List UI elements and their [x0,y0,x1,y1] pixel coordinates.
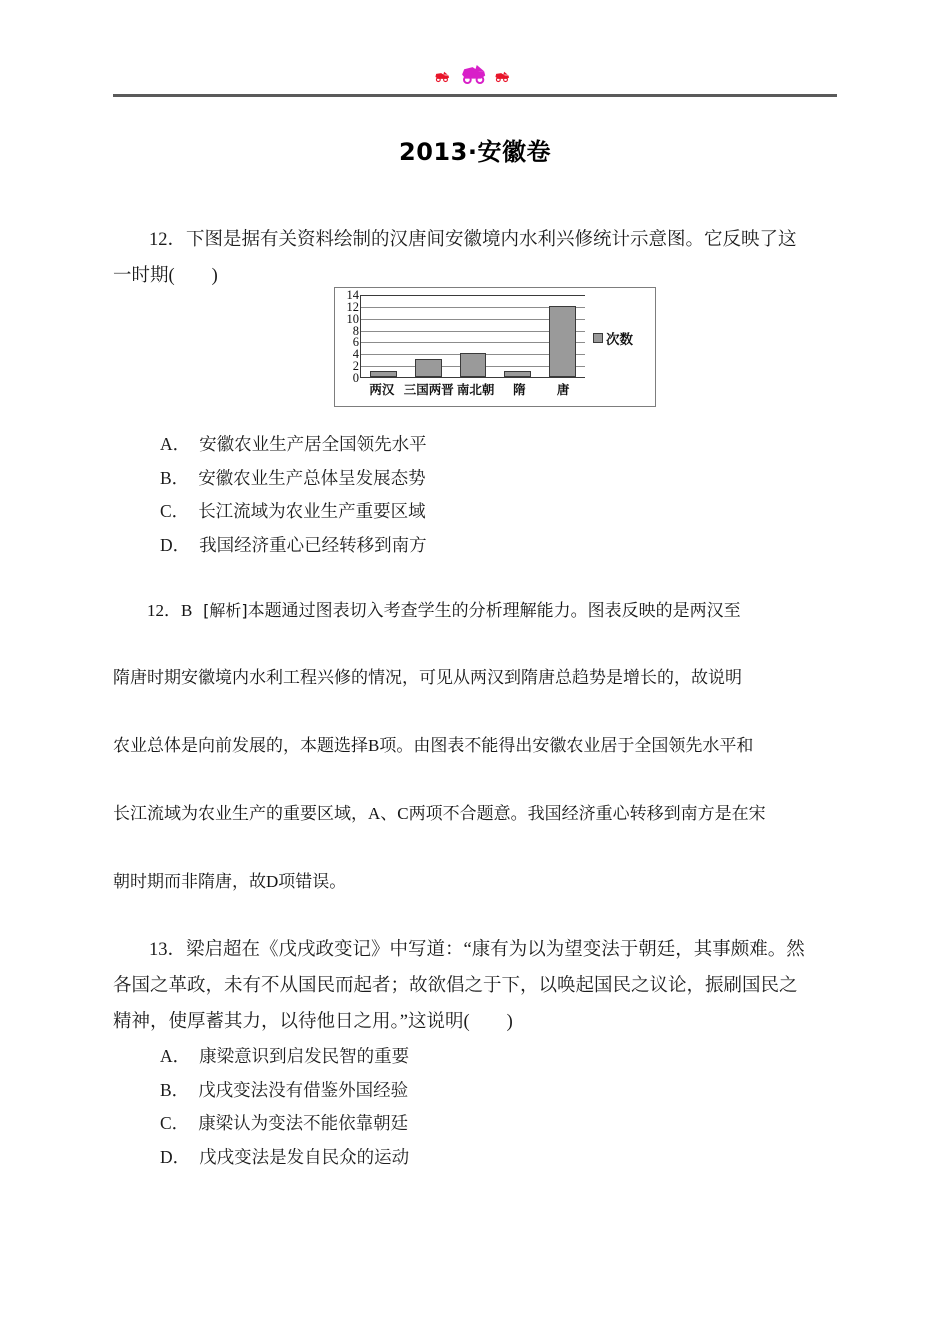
y-axis-tick-label: 4 [352,347,359,362]
question-13-stem-line-3: 精神，使厚蓄其力，以待他日之用。”这说明( ) [113,1012,513,1032]
question-12-explanation [113,577,843,916]
answer-12-line-4b: A、C [368,804,409,823]
y-axis-tick-label: 2 [352,359,359,374]
option-row[interactable] [160,1141,760,1175]
question-12-stem [113,222,837,294]
option-letter: D． [160,1146,191,1167]
chart-legend [593,328,633,348]
option-letter: C． [160,501,190,521]
option-letter: D． [160,534,191,555]
chart-bar [549,306,576,377]
header-divider [113,94,837,97]
chart-bar [504,371,531,377]
y-axis-tick-label: 0 [352,371,359,385]
question-12-options [160,428,760,562]
option-text: 我国经济重心已经转移到南方 [199,534,427,555]
question-13-stem [113,932,837,1040]
chart-bar [415,359,442,377]
y-axis-tick-label: 6 [352,335,359,350]
option-text: 戊戌变法是发自民众的运动 [199,1146,410,1167]
bar-slot [361,295,406,377]
water-conservancy-bar-chart [334,287,656,407]
answer-12-line-3b: B [368,736,380,755]
option-row[interactable] [160,529,760,563]
question-12-stem-line-1: 下图是据有关资料绘制的汉唐间安徽境内水利兴修统计示意图。它反映了这 [186,230,797,250]
option-text: 康梁意识到启发民智的重要 [199,1046,410,1066]
y-axis-tick-label: 14 [346,288,359,302]
page-header [0,0,950,110]
option-letter: B． [160,467,190,488]
option-letter: A． [160,1046,191,1066]
x-axis-tick-label: 唐 [556,382,570,397]
question-12-stem-line-2: 一时期( ) [113,266,218,286]
legend-label: 次数 [606,332,633,348]
bar-slot [406,295,451,377]
answer-12-line-5c: 项错误。 [278,872,347,892]
answer-12-line-5b: D [266,872,279,891]
chart-bars [361,295,585,377]
answer-12-line-3a: 农业总体是向前发展的，本题选择 [113,736,368,756]
question-13-options [160,1040,760,1174]
x-axis-tick-label: 两汉 [369,382,395,397]
option-row[interactable] [160,428,760,462]
option-text: 康梁认为变法不能依靠朝廷 [198,1113,409,1133]
x-axis-tick-label: 南北朝 [456,382,495,397]
option-letter: A． [160,434,191,454]
option-row[interactable] [160,1040,760,1074]
y-axis-tick-label: 10 [346,311,359,326]
answer-12-tag: [解析] [203,601,248,620]
chart-bar [460,353,487,377]
answer-12-line-4c: 两项不合题意。我国经济重心转移到南方是在宋 [408,804,766,824]
bar-slot [540,295,585,377]
y-axis-tick-label: 12 [346,299,359,314]
answer-12-line-5a: 朝时期而非隋唐，故 [113,872,266,892]
question-12-number: 12． [149,230,187,250]
x-axis-tick-label: 三国两晋 [403,382,454,397]
option-row[interactable] [160,1074,760,1108]
page-title: 2013·安徽卷 [399,138,551,166]
answer-12-line-4a: 长江流域为农业生产的重要区域， [113,804,368,824]
header-decoration [0,62,950,96]
option-row[interactable] [160,462,760,496]
bar-slot [451,295,496,377]
answer-12-line-3c: 项。由图表不能得出安徽农业居于全国领先水平和 [379,736,754,756]
y-axis-tick-label: 8 [352,323,359,338]
answer-12-choice: B [181,601,193,620]
option-letter: C． [160,1113,190,1133]
x-axis-tick-label: 隋 [513,382,526,397]
bar-slot [495,295,540,377]
question-13-stem-line-1: 梁启超在《戊戌政变记》中写道：“康有为以为望变法于朝廷，其事颇难。然 [186,940,805,960]
chart-bar [370,371,397,377]
question-13-stem-line-2: 各国之革政，未有不从国民而起者；故欲倡之于下，以唤起国民之议论，振刷国民之 [113,976,798,996]
option-letter: B． [160,1079,190,1100]
option-text: 长江流域为农业生产重要区域 [198,501,426,521]
chart-plot-area [360,295,585,378]
answer-12-line-2: 隋唐时期安徽境内水利工程兴修的情况，可见从两汉到隋唐总趋势是增长的，故说明 [113,668,742,688]
question-13-number: 13． [149,940,187,960]
chart-x-axis-labels [360,380,585,402]
legend-swatch-icon [593,333,603,343]
chart-inner [335,288,655,406]
answer-12-number: 12． [147,601,181,620]
option-row[interactable] [160,495,760,529]
chart-y-axis-labels [338,288,359,385]
answer-12-line-1: 本题通过图表切入考查学生的分析理解能力。图表反映的是两汉至 [247,601,741,621]
option-text: 安徽农业生产总体呈发展态势 [198,467,426,488]
option-text: 安徽农业生产居全国领先水平 [199,434,427,454]
option-text: 戊戌变法没有借鉴外国经验 [198,1079,409,1100]
option-row[interactable] [160,1107,760,1141]
